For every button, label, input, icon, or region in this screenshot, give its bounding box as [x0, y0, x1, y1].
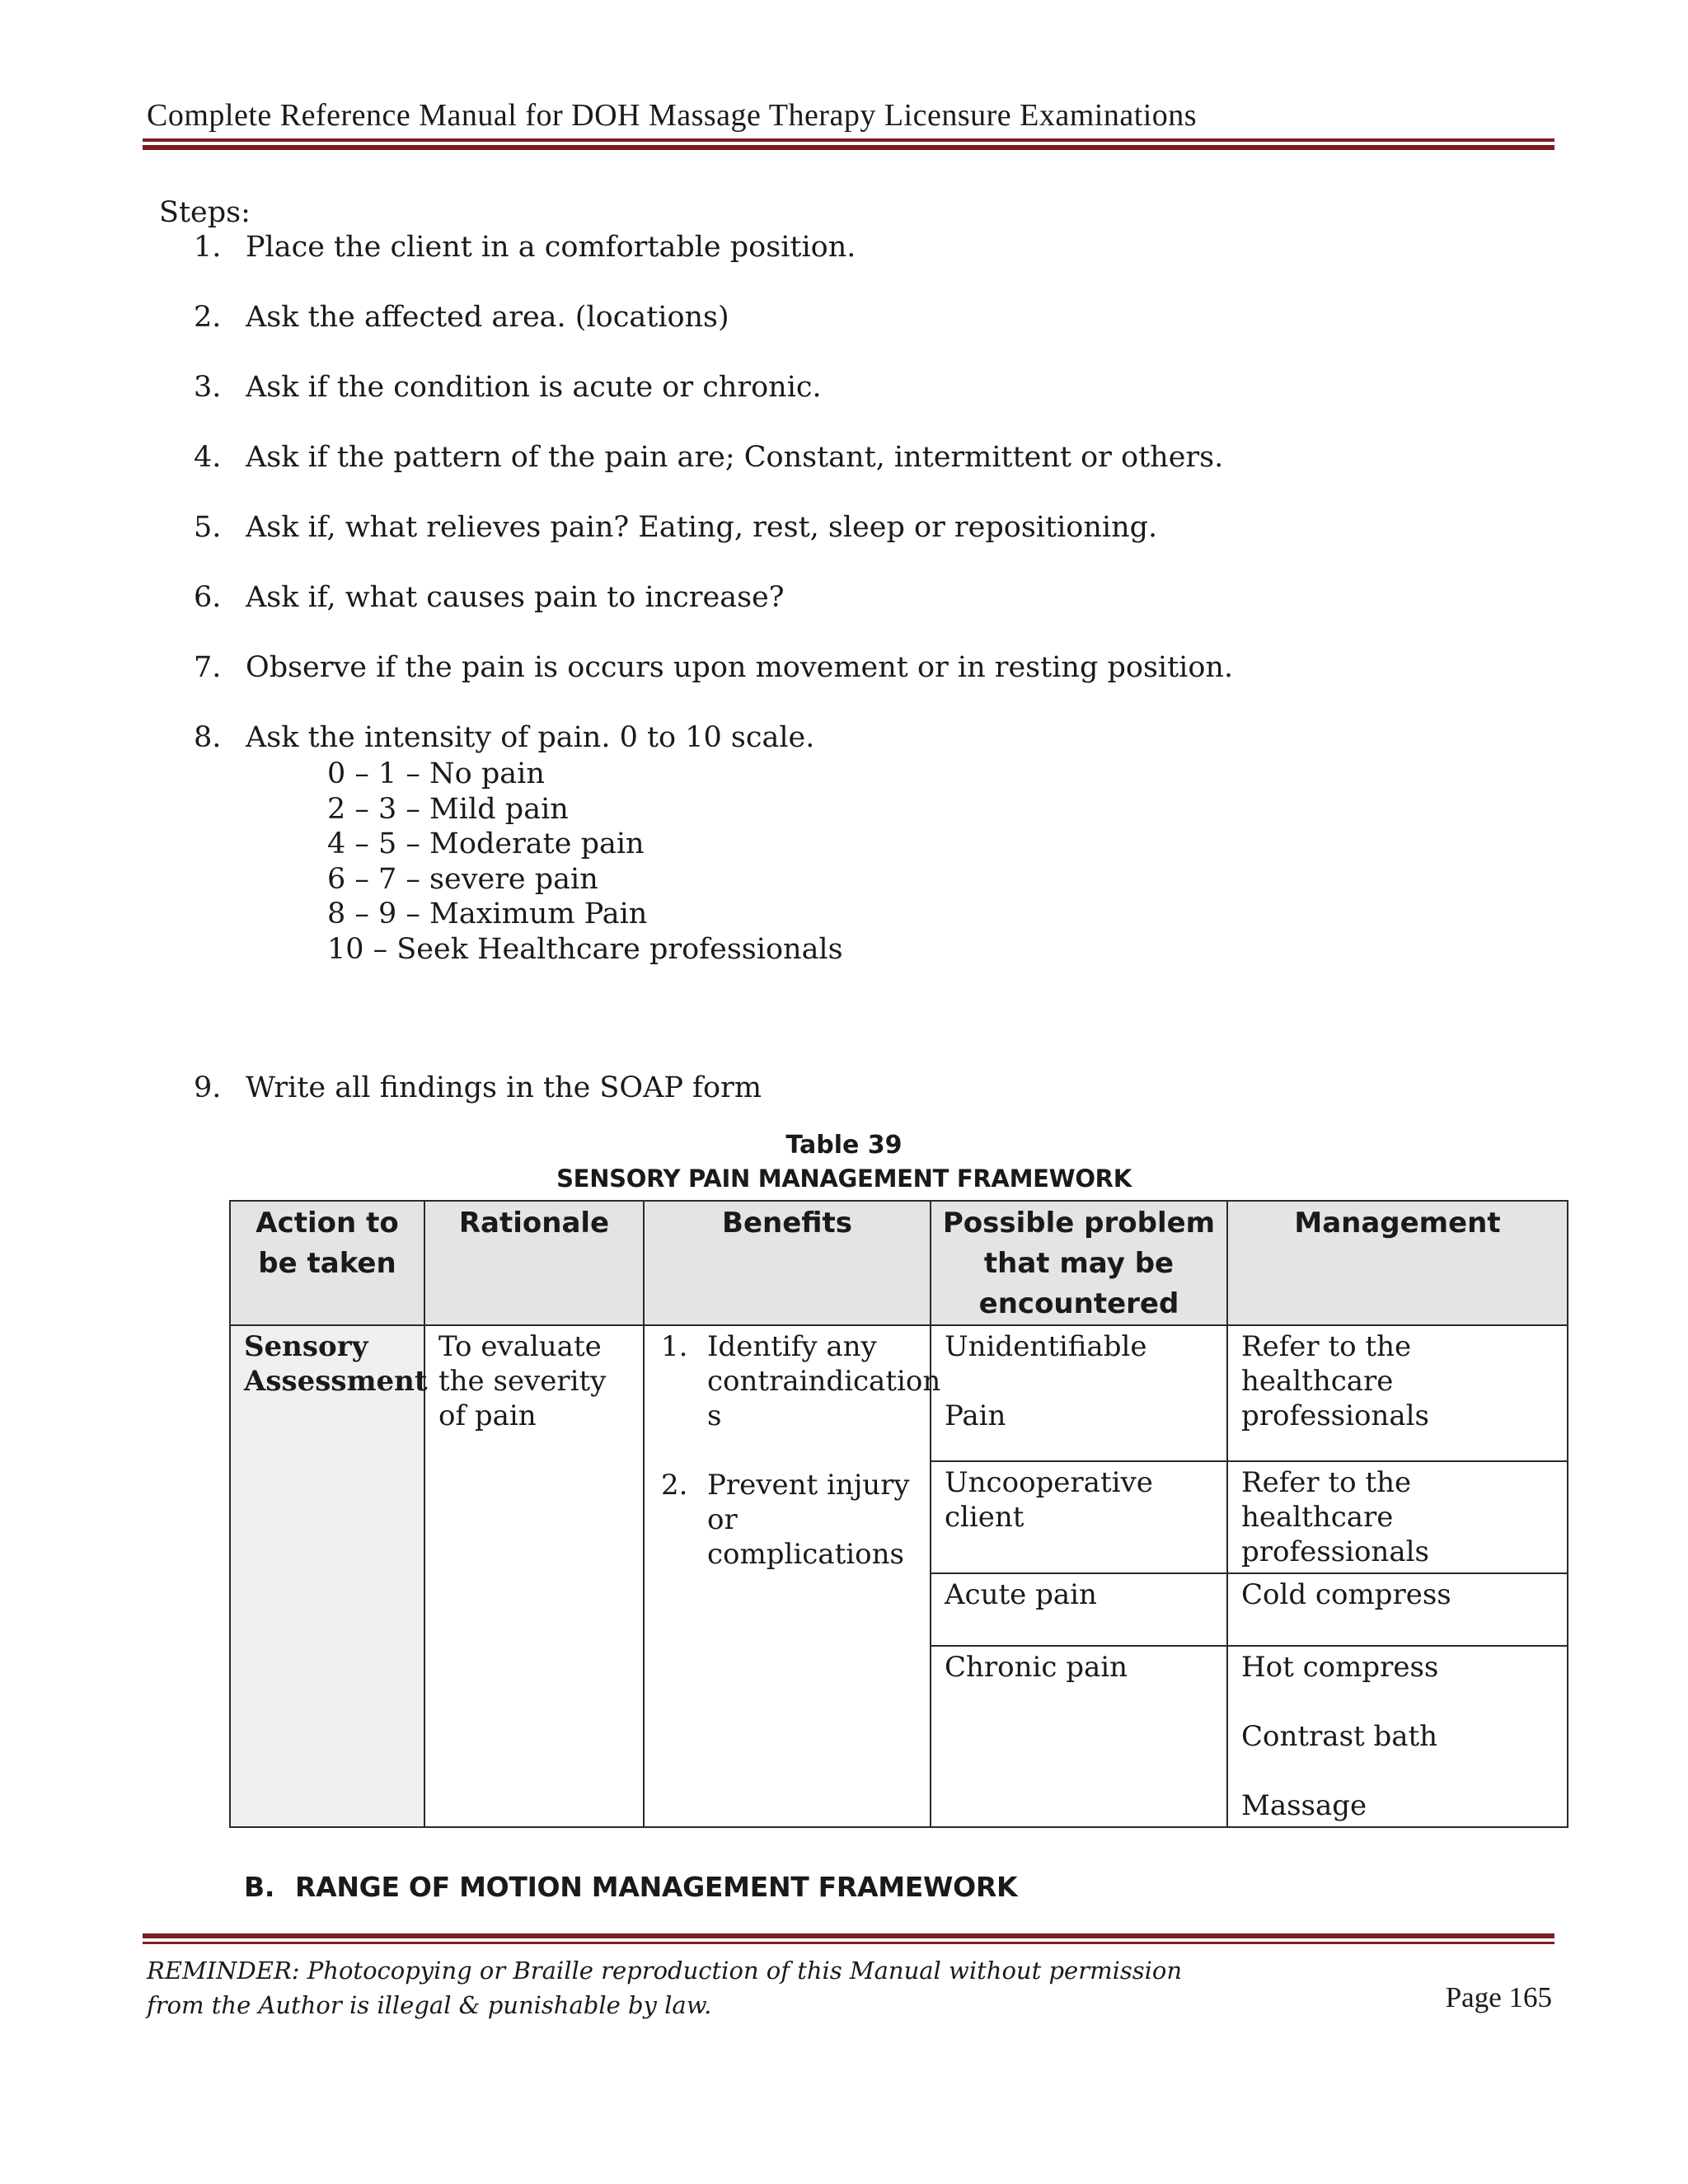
benefits-list — [658, 1329, 941, 1572]
pain-scale-item: 2 – 3 – Mild pain — [327, 792, 569, 826]
step-text: Ask the affected area. (locations) — [246, 301, 729, 334]
table-header-row — [230, 1201, 1568, 1325]
benefit-text: Identify any contraindication s — [707, 1330, 941, 1432]
table-row — [230, 1325, 1568, 1461]
step-text: Place the client in a comfortable position. — [246, 231, 856, 264]
pain-scale-item: 0 – 1 – No pain — [327, 757, 545, 790]
header-action-line: be taken — [258, 1247, 396, 1280]
cell-problem: Uncooperative client — [931, 1461, 1227, 1573]
cell-benefits — [644, 1325, 941, 1827]
table-caption-title: SENSORY PAIN MANAGEMENT FRAMEWORK — [556, 1165, 1132, 1193]
footer-reminder-line: REMINDER: Photocopying or Braille reproduction of this Manual without permission — [147, 1957, 1183, 1985]
problem-text: Pain — [945, 1399, 1006, 1432]
step-number: 8. — [194, 721, 222, 754]
table-caption-number: Table 39 — [785, 1131, 903, 1160]
header-rule — [143, 138, 1554, 142]
pain-scale-item: 4 – 5 – Moderate pain — [327, 827, 645, 860]
pain-scale-item: 8 – 9 – Maximum Pain — [327, 898, 648, 930]
header-rule-thick — [143, 145, 1554, 150]
pain-scale-list — [327, 757, 843, 967]
step-number: 3. — [194, 371, 222, 404]
section-b-heading — [244, 1871, 1017, 1903]
header-problem-line: that may be — [983, 1247, 1175, 1280]
step-number: 5. — [194, 511, 222, 544]
sensory-pain-management-table — [229, 1200, 1568, 1828]
section-title: RANGE OF MOTION MANAGEMENT FRAMEWORK — [295, 1871, 1018, 1903]
cell-rationale: To evaluate the severity of pain — [424, 1325, 644, 1827]
cell-management — [1227, 1646, 1568, 1827]
header-benefits: Benefits — [644, 1201, 931, 1325]
step-number: 1. — [194, 231, 222, 264]
footer-rule-thick — [143, 1933, 1554, 1938]
cell-problem: Acute pain — [931, 1573, 1227, 1646]
steps-label: Steps: — [159, 196, 251, 229]
step-text: Ask if, what causes pain to increase? — [246, 581, 785, 614]
problem-text: Unidentifiable — [945, 1330, 1147, 1363]
management-text: Contrast bath — [1241, 1720, 1438, 1753]
step-text: Ask the intensity of pain. 0 to 10 scale. — [246, 721, 815, 754]
management-text: Massage — [1241, 1789, 1367, 1822]
benefit-number: 2. — [661, 1469, 688, 1502]
header-problem-line: encountered — [978, 1287, 1179, 1320]
cell-problem: Chronic pain — [931, 1646, 1227, 1827]
step-number: 7. — [194, 651, 222, 684]
step-number: 6. — [194, 581, 222, 614]
footer-reminder-line: from the Author is illegal & punishable by law. — [147, 1991, 712, 2019]
step-number: 9. — [194, 1071, 222, 1104]
pain-scale-item: 10 – Seek Healthcare professionals — [327, 932, 843, 966]
header-problem-line: Possible problem — [942, 1207, 1216, 1240]
step-text: Ask if the condition is acute or chronic. — [246, 371, 822, 404]
cell-action: Sensory Assessment — [230, 1325, 424, 1827]
management-text: Hot compress — [1241, 1651, 1439, 1684]
cell-spacer — [1241, 1685, 1554, 1719]
cell-problem — [931, 1325, 1227, 1461]
header-rationale: Rationale — [424, 1201, 644, 1325]
cell-management: Refer to the healthcare professionals — [1227, 1325, 1568, 1461]
pain-scale-item: 6 – 7 – severe pain — [327, 862, 598, 896]
benefit-item — [658, 1329, 941, 1433]
cell-spacer — [1241, 1754, 1554, 1788]
header-action-line: Action to — [256, 1207, 399, 1240]
footer-reminder — [147, 1953, 1182, 2022]
benefit-text: Prevent injury or complications — [707, 1469, 910, 1571]
benefit-number: 1. — [661, 1330, 688, 1363]
step-number: 2. — [194, 301, 222, 334]
header-problem — [931, 1201, 1227, 1325]
step-number: 4. — [194, 441, 222, 474]
cell-spacer — [945, 1364, 1213, 1399]
footer-rule — [143, 1942, 1554, 1944]
header-management: Management — [1227, 1201, 1568, 1325]
page-number: Page 165 — [1445, 1981, 1552, 2013]
section-letter: B. — [244, 1871, 275, 1903]
step-text: Write all findings in the SOAP form — [246, 1071, 762, 1104]
cell-management: Cold compress — [1227, 1573, 1568, 1646]
cell-management: Refer to the healthcare professionals — [1227, 1461, 1568, 1573]
step-text: Observe if the pain is occurs upon movement or in resting position. — [246, 651, 1234, 684]
step-text: Ask if, what relieves pain? Eating, rest, sleep or repositioning. — [246, 511, 1158, 544]
page-header-title: Complete Reference Manual for DOH Massage Therapy Licensure Examinations — [147, 98, 1198, 133]
step-text: Ask if the pattern of the pain are; Constant, intermittent or others. — [246, 441, 1224, 474]
benefit-item — [658, 1468, 917, 1572]
header-action — [230, 1201, 424, 1325]
